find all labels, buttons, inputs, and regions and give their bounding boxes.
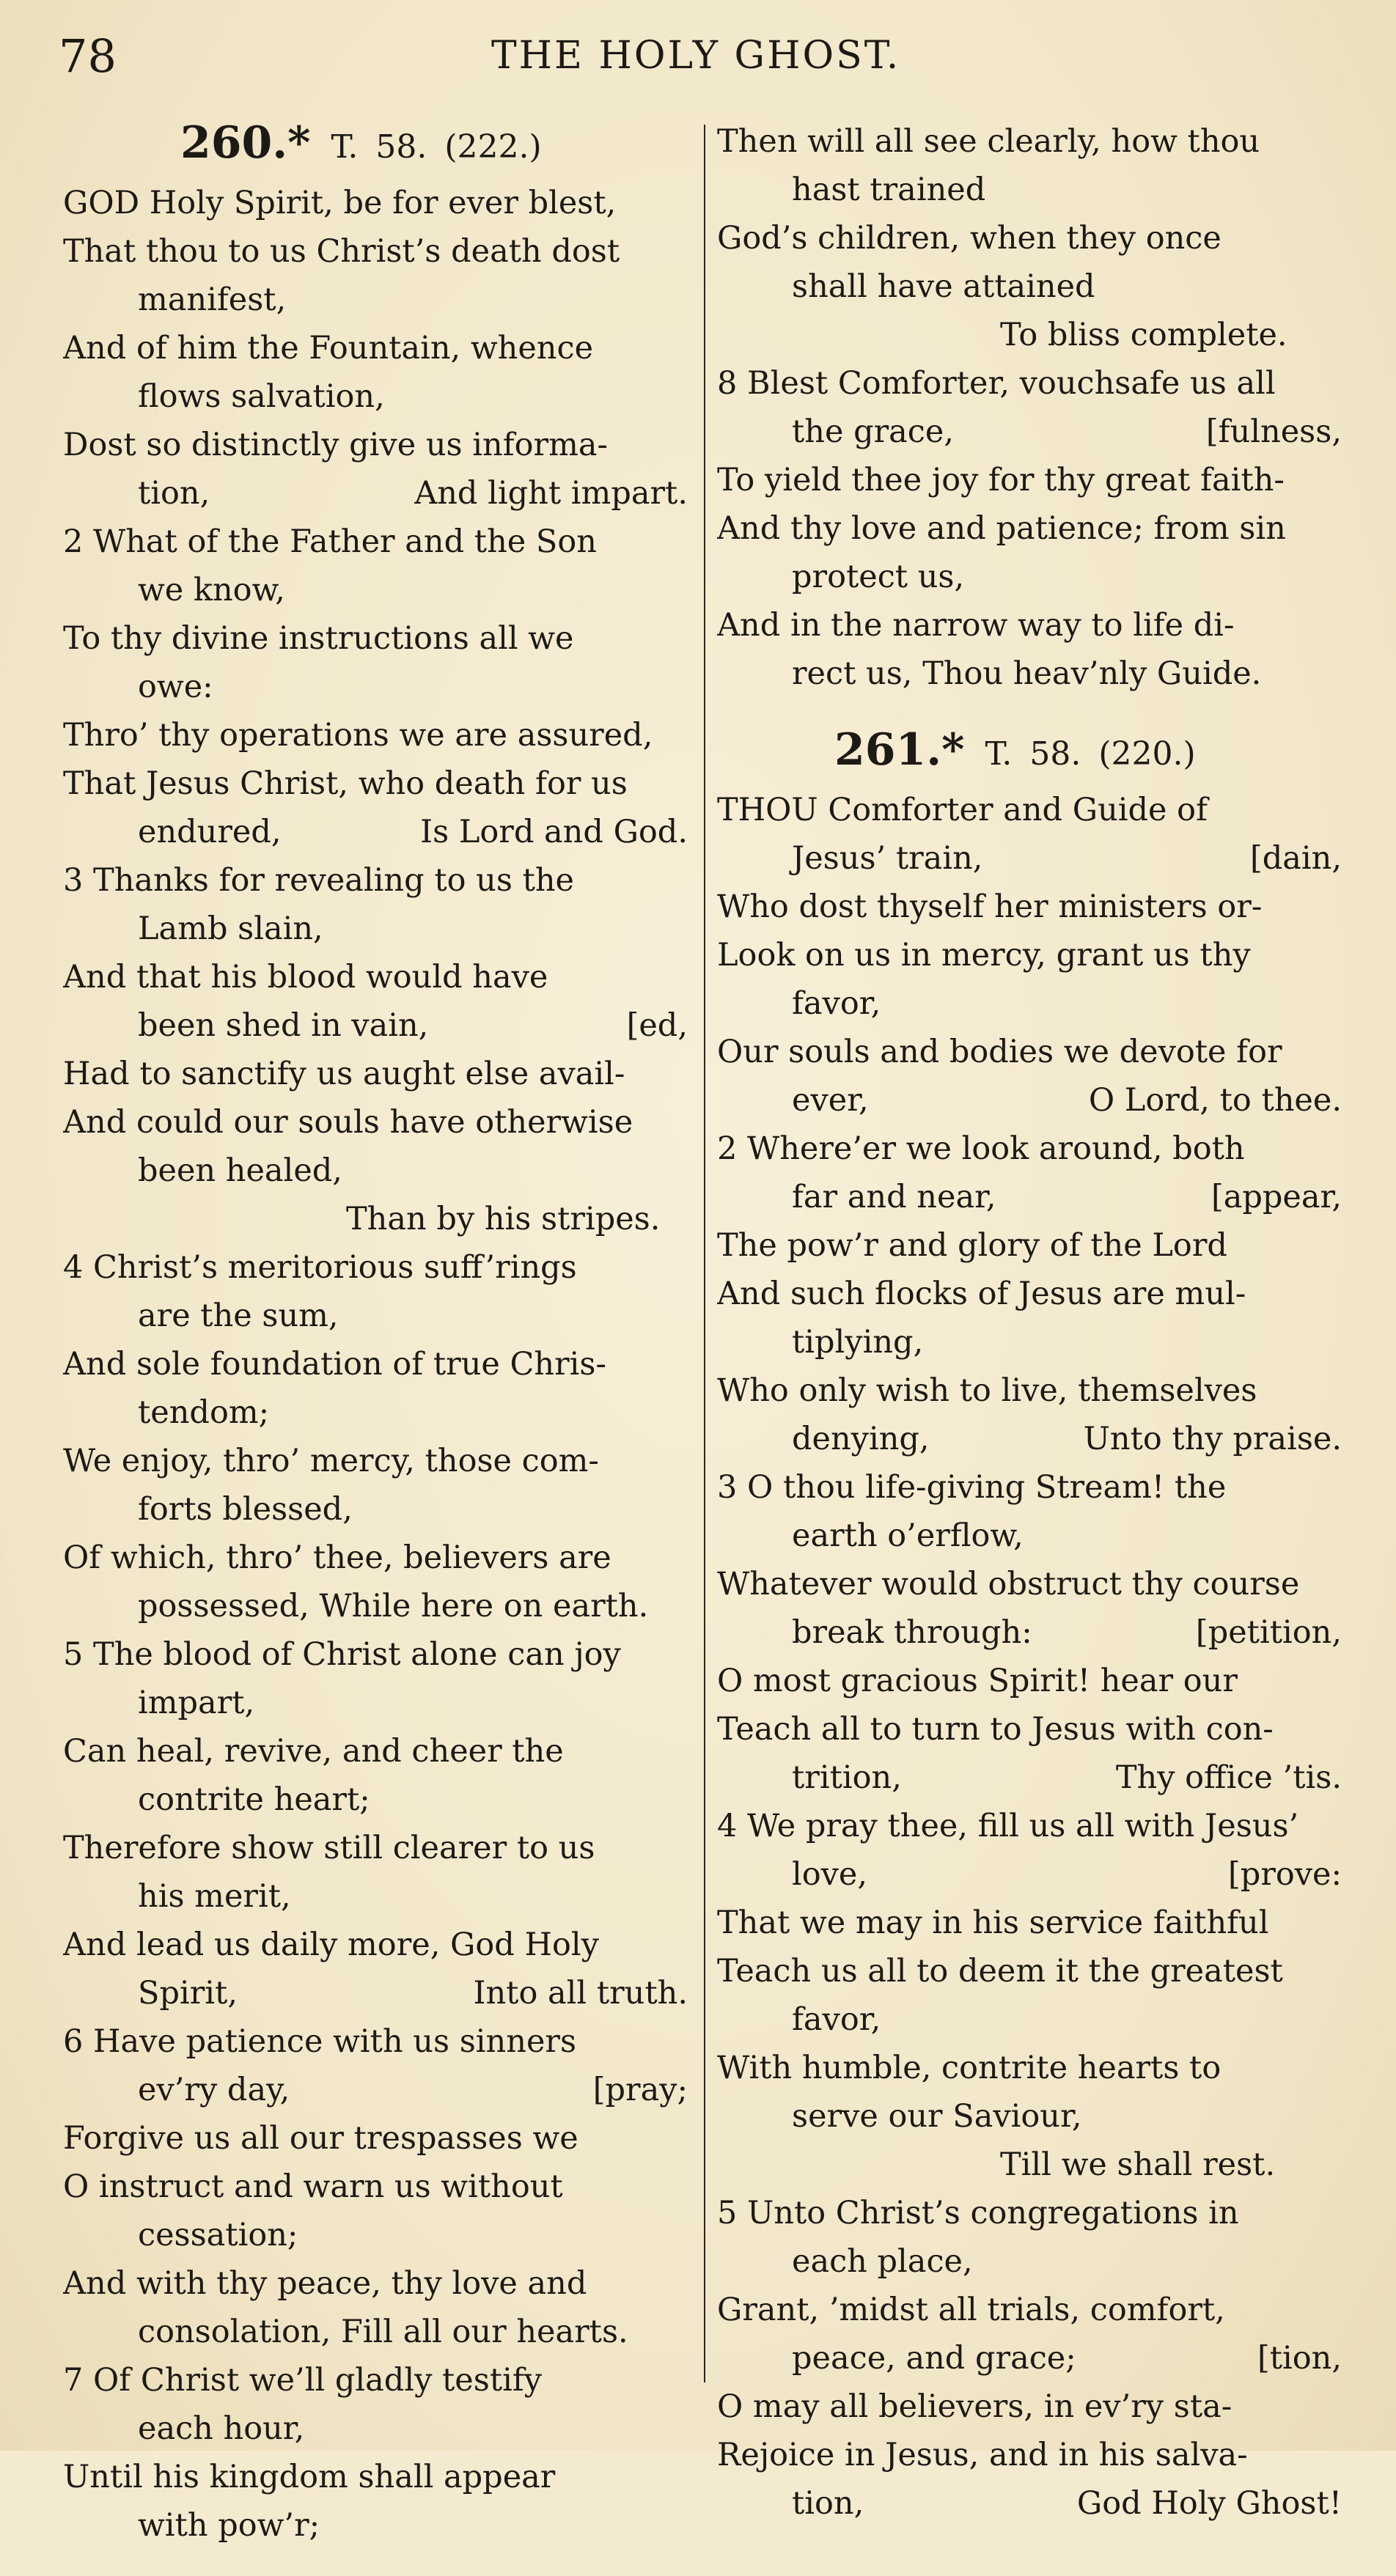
hymn-line-part: peace, and grace;	[792, 2340, 1076, 2377]
hymn-line-refrain: Unto thy praise.	[1083, 1421, 1342, 1457]
hymn-line-carryover: [fulness,	[1205, 413, 1342, 450]
hymn-line	[717, 1608, 1349, 1657]
hymn-line-part: far and near,	[792, 1179, 996, 1215]
hymn-line	[717, 408, 1349, 456]
hymn-line-refrain: Thy office ’tis.	[1115, 1759, 1342, 1796]
hymn-line: 7 Of Christ we’ll gladly testify	[63, 2362, 543, 2399]
hymn-line: favor,	[792, 2001, 881, 2038]
hymn-line: we know,	[138, 572, 285, 608]
hymn-line-refrain: God Holy Ghost!	[1076, 2485, 1342, 2522]
hymn-line: Teach us all to deem it the greatest	[717, 1953, 1283, 1990]
hymn-number: 260.*	[180, 117, 311, 169]
hymn-line-refrain: Into all truth.	[473, 1975, 688, 2012]
hymn-line: God’s children, when they once	[717, 220, 1222, 257]
hymn-line: impart,	[138, 1685, 255, 1721]
hymn-line: consolation, Fill all our hearts.	[138, 2314, 628, 2350]
column-divider	[704, 125, 705, 2382]
hymn-line: his merit,	[138, 1878, 291, 1915]
hymn-260	[63, 117, 695, 2550]
hymn-line: Our souls and bodies we devote for	[717, 1034, 1282, 1070]
hymn-line	[717, 834, 1349, 883]
hymn-line: contrite heart;	[138, 1781, 370, 1818]
hymn-line-part: ev’ry day,	[138, 2072, 290, 2108]
hymn-line: GOD Holy Spirit, be for ever blest,	[63, 185, 617, 221]
hymn-line: manifest,	[138, 281, 287, 318]
hymn-line: Grant, ’midst all trials, comfort,	[717, 2292, 1225, 2328]
hymn-line: To thy divine instructions all we	[63, 620, 574, 657]
right-column	[717, 117, 1349, 2554]
hymn-line-carryover: [prove:	[1228, 1856, 1342, 1893]
page-header	[0, 29, 1396, 88]
hymn-line: Had to sanctify us aught else avail-	[63, 1056, 625, 1092]
hymn-line-part: denying,	[792, 1421, 930, 1457]
hymn-line-part: been shed in vain,	[138, 1007, 429, 1044]
hymn-line: been healed,	[138, 1152, 342, 1189]
hymn-line: O instruct and warn us without	[63, 2168, 563, 2205]
hymn-line: 2 What of the Father and the Son	[63, 523, 597, 560]
hymn-line: THOU Comforter and Guide of	[717, 792, 1208, 828]
hymn-line: With humble, contrite hearts to	[717, 2050, 1222, 2086]
hymn-line: each hour,	[138, 2410, 305, 2447]
hymn-line: 6 Have patience with us sinners	[63, 2023, 577, 2060]
hymn-line: And that his blood would have	[63, 959, 548, 996]
hymn-line-carryover: [petition,	[1195, 1614, 1342, 1651]
hymn-line: That we may in his service faithful	[717, 1905, 1269, 1941]
hymn-line: Teach all to turn to Jesus with con-	[717, 1711, 1274, 1748]
hymn-line: Then will all see clearly, how thou	[717, 123, 1260, 160]
hymn-line: cessation;	[138, 2217, 298, 2253]
hymn-line	[717, 1753, 1349, 1802]
hymn-line: Lamb slain,	[138, 910, 323, 947]
hymn-line: Of which, thro’ thee, believers are	[63, 1539, 611, 1576]
hymn-line: forts blessed,	[138, 1491, 353, 1528]
hymn-line: protect us,	[792, 559, 965, 595]
hymn-line: And of him the Fountain, whence	[63, 330, 594, 367]
hymn-line	[717, 1173, 1349, 1221]
hymn-line-refrain: O Lord, to thee.	[1088, 1082, 1342, 1119]
hymn-line-part: trition,	[792, 1759, 902, 1796]
hymn-line: 3 O thou life-giving Stream! the	[717, 1469, 1227, 1506]
hymn-line: And could our souls have otherwise	[63, 1104, 633, 1141]
running-title: THE HOLY GHOST.	[491, 34, 901, 78]
hymn-line	[63, 2066, 695, 2114]
hymn-line-part: love,	[792, 1856, 868, 1893]
hymn-line: tendom;	[138, 1394, 270, 1431]
hymn-line: Whatever would obstruct thy course	[717, 1566, 1300, 1602]
hymn-line	[717, 1076, 1349, 1125]
hymn-line	[717, 2334, 1349, 2382]
hymn-line: And sole foundation of true Chris-	[63, 1346, 607, 1383]
hymn-line	[63, 1969, 695, 2017]
hymn-line: Look on us in mercy, grant us thy	[717, 937, 1251, 974]
hymn-line: Who dost thyself her ministers or-	[717, 888, 1263, 925]
hymn-line: shall have attained	[792, 268, 1095, 305]
hymn-header	[717, 724, 1349, 786]
hymn-line: owe:	[138, 669, 213, 705]
hymn-line-carryover: [ed,	[626, 1007, 688, 1044]
hymn-line: And thy love and patience; from sin	[717, 510, 1286, 547]
hymn-line-part: ever,	[792, 1082, 869, 1119]
hymn-line: That thou to us Christ’s death dost	[63, 233, 620, 270]
hymn-line: Until his kingdom shall appear	[63, 2459, 556, 2495]
hymn-line: serve our Saviour,	[792, 2098, 1082, 2135]
hymn-line: And in the narrow way to life di-	[717, 607, 1235, 644]
hymn-line-part: Spirit,	[138, 1975, 238, 2012]
hymn-line-refrain: To bliss complete.	[1000, 317, 1287, 353]
hymn-line-carryover: [dain,	[1249, 840, 1342, 877]
page-number: 78	[59, 29, 117, 83]
hymn-line: 4 Christ’s meritorious suff’rings	[63, 1249, 577, 1286]
hymn-line	[717, 2479, 1349, 2528]
hymn-line: flows salvation,	[138, 378, 385, 415]
hymn-line: 5 The blood of Christ alone can joy	[63, 1636, 621, 1673]
hymn-line-refrain: And light impart.	[414, 475, 688, 512]
hymn-line-part: endured,	[138, 814, 282, 850]
hymn-tune-reference: T. 58. (222.)	[331, 128, 542, 166]
hymn-260-continued	[717, 117, 1349, 698]
hymn-line: are the sum,	[138, 1298, 339, 1334]
hymn-line: And such flocks of Jesus are mul-	[717, 1276, 1246, 1312]
hymn-line	[717, 1850, 1349, 1899]
hymn-line-carryover: [tion,	[1257, 2340, 1342, 2377]
hymn-line: 8 Blest Comforter, vouchsafe us all	[717, 365, 1276, 402]
hymn-number: 261.*	[834, 724, 965, 776]
hymn-line-part: Jesus’ train,	[792, 840, 983, 877]
hymn-line: Rejoice in Jesus, and in his salva-	[717, 2437, 1248, 2473]
hymn-line: O most gracious Spirit! hear our	[717, 1663, 1238, 1699]
hymn-line-refrain: Than by his stripes.	[346, 1201, 661, 1237]
hymn-line: with pow’r;	[138, 2507, 320, 2544]
hymn-line: Who only wish to live, themselves	[717, 1372, 1257, 1409]
hymn-line-part: tion,	[138, 475, 210, 512]
hymn-line: Dost so distinctly give us informa-	[63, 427, 609, 463]
hymn-line: That Jesus Christ, who death for us	[63, 765, 628, 802]
hymn-line	[63, 469, 695, 518]
hymn-line: To yield thee joy for thy great faith-	[717, 462, 1285, 498]
hymn-line: And lead us daily more, God Holy	[63, 1927, 599, 1963]
hymn-line: Thro’ thy operations we are assured,	[63, 717, 653, 754]
hymn-line	[63, 808, 695, 856]
hymn-line: Forgive us all our trespasses we	[63, 2120, 578, 2157]
hymn-line: rect us, Thou heav’nly Guide.	[792, 655, 1262, 692]
hymn-line-refrain: Is Lord and God.	[420, 814, 688, 850]
hymn-line: 2 Where’er we look around, both	[717, 1130, 1245, 1167]
hymn-line: tiplying,	[792, 1324, 924, 1361]
hymn-line-carryover: [pray;	[592, 2072, 688, 2108]
hymn-line-refrain: Till we shall rest.	[1000, 2146, 1276, 2183]
hymn-line: hast trained	[792, 172, 986, 208]
left-column	[63, 117, 695, 2576]
hymn-line: Can heal, revive, and cheer the	[63, 1733, 564, 1770]
hymn-line	[63, 1001, 695, 1050]
hymn-line: each place,	[792, 2243, 973, 2280]
hymn-line: favor,	[792, 985, 881, 1022]
hymn-line: earth o’erflow,	[792, 1517, 1024, 1554]
hymn-line	[717, 1415, 1349, 1463]
hymn-line: O may all believers, in ev’ry sta-	[717, 2388, 1232, 2425]
hymn-line-part: the grace,	[792, 413, 955, 450]
hymn-line: 5 Unto Christ’s congregations in	[717, 2195, 1239, 2231]
hymn-header	[63, 117, 695, 179]
hymn-line: possessed, While here on earth.	[138, 1588, 649, 1624]
hymn-line-part: tion,	[792, 2485, 864, 2522]
hymn-tune-reference: T. 58. (220.)	[985, 735, 1196, 773]
hymn-line-part: break through:	[792, 1614, 1032, 1651]
hymn-line: 3 Thanks for revealing to us the	[63, 862, 575, 899]
hymn-line: And with thy peace, thy love and	[63, 2265, 587, 2302]
hymn-line-carryover: [appear,	[1211, 1179, 1342, 1215]
hymn-line: We enjoy, thro’ mercy, those com-	[63, 1443, 599, 1479]
hymn-line: Therefore show still clearer to us	[63, 1830, 595, 1866]
hymn-line: 4 We pray thee, fill us all with Jesus’	[717, 1808, 1299, 1844]
hymn-line: The pow’r and glory of the Lord	[717, 1227, 1227, 1264]
hymn-261	[717, 724, 1349, 2528]
